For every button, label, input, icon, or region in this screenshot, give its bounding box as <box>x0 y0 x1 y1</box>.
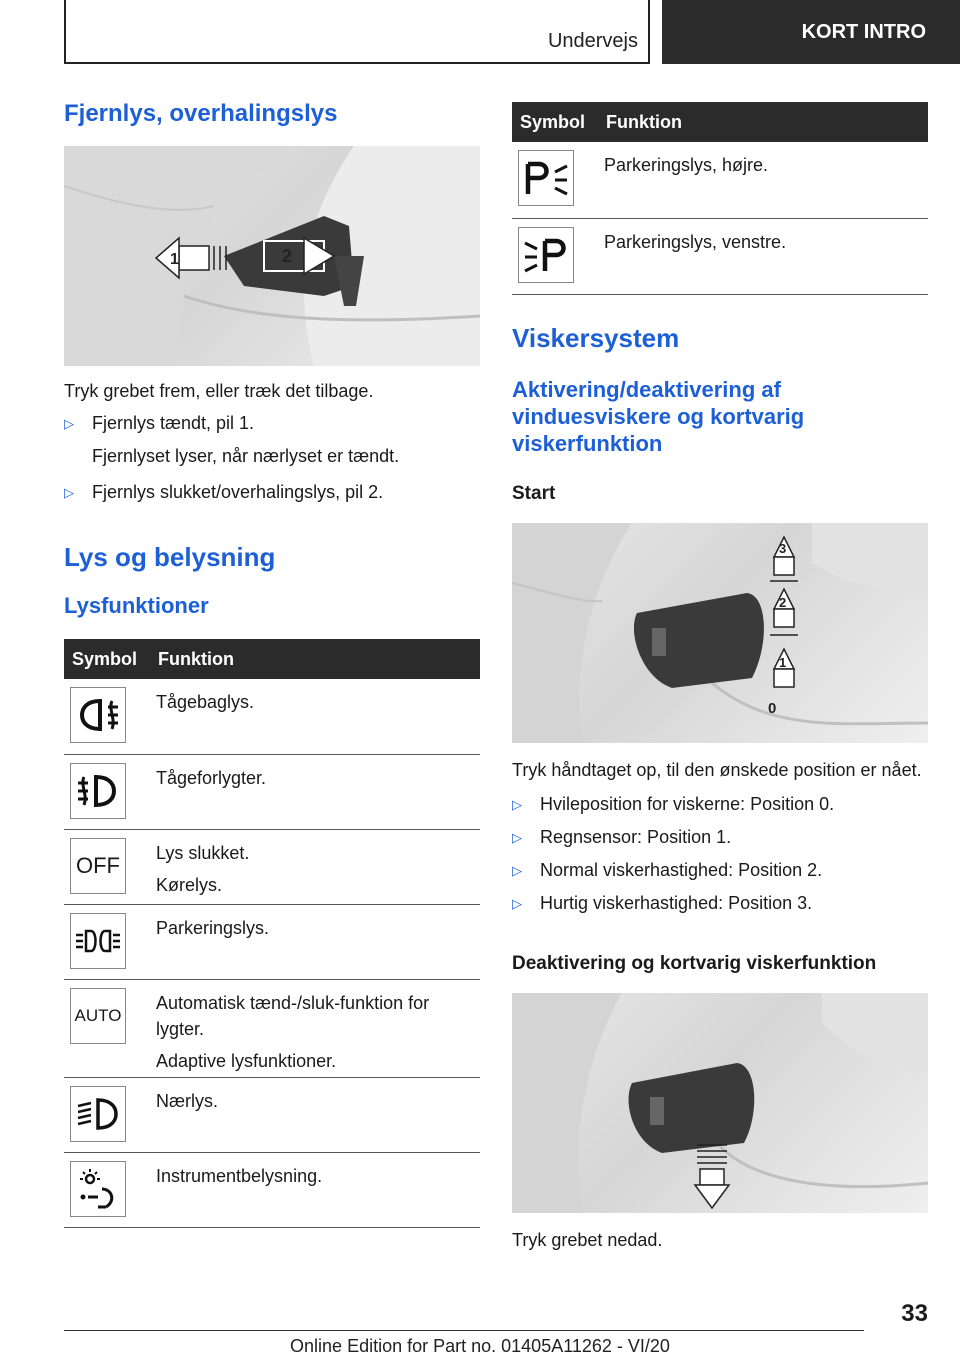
bullet-text: Normal viskerhastighed: Position 2. <box>540 859 823 880</box>
bullet-triangle-icon: ▷ <box>512 895 522 911</box>
bullet-text: Hurtig viskerhastighed: Position 3. <box>540 892 813 913</box>
col-function: Funktion <box>598 102 928 142</box>
bullet-text: Regnsensor: Position 1. <box>540 826 732 847</box>
table-row <box>512 142 928 218</box>
table-row <box>64 904 480 979</box>
position-3-label: 3 <box>779 540 787 556</box>
wiper-stalk-up-image <box>512 523 928 743</box>
table-row <box>512 218 928 294</box>
row-text: Parkeringslys, venstre. <box>598 218 928 294</box>
col-function: Funktion <box>150 639 480 679</box>
bullet-triangle-icon: ▷ <box>64 485 74 500</box>
light-functions-table <box>64 639 480 1228</box>
instrument-lighting-icon <box>70 1161 126 1217</box>
bullet-high-beam-note: Fjernlyset lyser, når nærlyset er tændt. <box>92 446 400 466</box>
bullet-high-beam-on <box>64 410 480 437</box>
auto-icon-text: AUTO <box>74 1005 122 1025</box>
low-beam-icon <box>70 1086 126 1142</box>
bullet-text: Fjernlys tændt, pil 1. <box>92 413 255 433</box>
off-icon-text: OFF <box>76 852 120 878</box>
position-1-label: 1 <box>779 654 787 670</box>
table-row <box>64 754 480 829</box>
auto-icon <box>70 988 126 1044</box>
parking-lights-icon <box>70 913 126 969</box>
row-text: Instrumentbelysning. <box>150 1152 480 1227</box>
bullet-text: Fjernlys slukket/overhalingslys, pil 2. <box>92 482 384 502</box>
heading-start: Start <box>512 482 556 504</box>
header-rule-right <box>648 0 650 64</box>
page-number: 33 <box>901 1300 928 1327</box>
row-text: Tågeforlygter. <box>150 754 480 829</box>
parking-lights-table <box>512 102 928 295</box>
left-column <box>64 100 480 1228</box>
rear-fog-light-icon <box>70 687 126 743</box>
row-text: Automatisk tænd-/sluk-funktion for lygter. <box>156 992 430 1039</box>
bullet-triangle-icon: ▷ <box>512 829 522 845</box>
wiper-down-illustration <box>512 993 928 1213</box>
table-row <box>64 979 480 1077</box>
heading-lights: Lys og belysning <box>64 542 276 572</box>
position-2-label: 2 <box>779 594 787 610</box>
stalk-illustration <box>64 146 480 366</box>
right-column <box>512 102 928 1253</box>
row-text: Tågebaglys. <box>150 679 480 754</box>
row-text: Lys slukket. <box>156 842 250 863</box>
footer-rule <box>64 1330 864 1331</box>
heading-wiper-activation: Aktivering/deaktivering af vinduesviskere og kortvarig viskerfunktion <box>512 376 805 456</box>
start-intro: Tryk håndtaget op, til den ønskede position er nået. <box>512 759 922 780</box>
table-row <box>64 1152 480 1227</box>
footer-edition: Online Edition for Part no. 01405A11262 - VI/20 <box>290 1336 670 1356</box>
bullet-triangle-icon: ▷ <box>512 862 522 878</box>
arrow-2-label: 2 <box>282 246 293 266</box>
bullet-position-2 <box>512 857 928 884</box>
bullet-position-3 <box>512 890 928 917</box>
table-row <box>64 679 480 754</box>
position-0-label: 0 <box>768 699 777 717</box>
col-symbol: Symbol <box>64 639 150 679</box>
deactivation-text: Tryk grebet nedad. <box>512 1229 663 1250</box>
header-chapter-label: KORT INTRO <box>801 20 926 43</box>
parking-light-left-icon <box>518 227 574 283</box>
bullet-triangle-icon: ▷ <box>64 416 74 431</box>
row-text: Nærlys. <box>150 1077 480 1152</box>
heading-high-beam: Fjernlys, overhalingslys <box>64 100 338 127</box>
bullet-high-beam-off <box>64 479 480 506</box>
table-row <box>64 829 480 904</box>
high-beam-intro: Tryk grebet frem, eller træk det tilbage. <box>64 381 374 401</box>
high-beam-stalk-image <box>64 146 480 366</box>
row-text-2: Kørelys. <box>156 874 223 895</box>
parking-light-right-icon <box>518 150 574 206</box>
table-row <box>64 1077 480 1152</box>
bullet-position-0 <box>512 791 928 818</box>
row-text-2: Adaptive lysfunktioner. <box>156 1050 337 1071</box>
header-chapter <box>662 0 960 64</box>
front-fog-light-icon <box>70 763 126 819</box>
heading-wiper-system: Viskersystem <box>512 322 680 353</box>
heading-deactivation: Deaktivering og kortvarig viskerfunktion <box>512 952 877 974</box>
off-icon <box>70 838 126 894</box>
arrow-1-label: 1 <box>170 251 179 268</box>
header-rule-left <box>64 0 66 64</box>
row-text: Parkeringslys. <box>150 904 480 979</box>
heading-light-functions: Lysfunktioner <box>64 593 209 618</box>
row-text: Parkeringslys, højre. <box>598 142 928 218</box>
header-section: Undervejs <box>547 30 638 52</box>
bullet-triangle-icon: ▷ <box>512 796 522 812</box>
header-rule-bottom <box>64 62 650 64</box>
col-symbol: Symbol <box>512 102 598 142</box>
bullet-text: Hvileposition for viskerne: Position 0. <box>540 793 835 814</box>
wiper-stalk-down-image <box>512 993 928 1213</box>
bullet-position-1 <box>512 824 928 851</box>
wiper-up-illustration <box>512 523 928 743</box>
